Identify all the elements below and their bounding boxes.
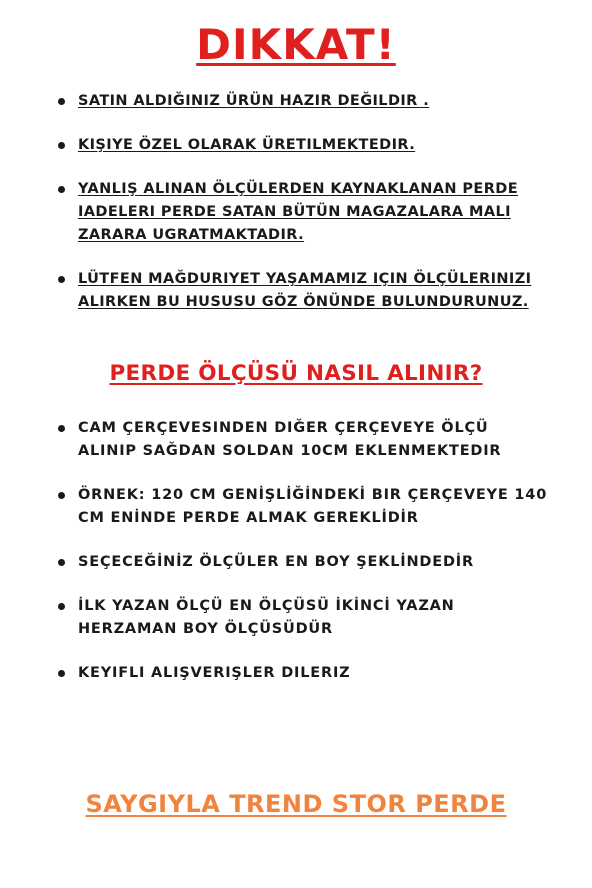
instruction-item: SEÇECEĞİNİZ ÖLÇÜLER EN BOY ŞEKLİNDEDİR bbox=[52, 551, 552, 574]
instructions-list bbox=[52, 417, 552, 706]
instruction-item: CAM ÇERÇEVESINDEN DIĞER ÇERÇEVEYE ÖLÇÜ ALINIP SAĞDAN SOLDAN 10CM EKLENMEKTEDIR bbox=[52, 417, 552, 463]
instruction-item: İLK YAZAN ÖLÇÜ EN ÖLÇÜSÜ İKİNCİ YAZAN HERZAMAN BOY ÖLÇÜSÜDÜR bbox=[52, 595, 552, 641]
warning-list bbox=[52, 90, 552, 335]
section-heading bbox=[0, 358, 592, 386]
warning-item: KIŞIYE ÖZEL OLARAK ÜRETILMEKTEDIR. bbox=[52, 134, 552, 157]
signature bbox=[0, 790, 592, 818]
warning-item: SATIN ALDIĞINIZ ÜRÜN HAZIR DEĞILDIR . bbox=[52, 90, 552, 113]
title-text: DIKKAT! bbox=[196, 20, 396, 69]
instruction-item: KEYIFLI ALIŞVERIŞLER DILERIZ bbox=[52, 662, 552, 685]
warning-item: LÜTFEN MAĞDURIYET YAŞAMAMIZ IÇIN ÖLÇÜLERINIZI ALIRKEN BU HUSUSU GÖZ ÖNÜNDE BULUNDURUNUZ. bbox=[52, 268, 552, 314]
signature-text: SAYGIYLA TREND STOR PERDE bbox=[85, 790, 507, 818]
warning-item: YANLIŞ ALINAN ÖLÇÜLERDEN KAYNAKLANAN PERDE IADELERI PERDE SATAN BÜTÜN MAGAZALARA MALI ZARARA UGRATMAKTADIR. bbox=[52, 178, 552, 247]
instruction-item: ÖRNEK: 120 CM GENİŞLİĞİNDEKİ BIR ÇERÇEVEYE 140 CM ENİNDE PERDE ALMAK GEREKLİDİR bbox=[52, 484, 552, 530]
page-title bbox=[0, 20, 592, 69]
section-heading-text: PERDE ÖLÇÜSÜ NASIL ALINIR? bbox=[109, 361, 483, 386]
